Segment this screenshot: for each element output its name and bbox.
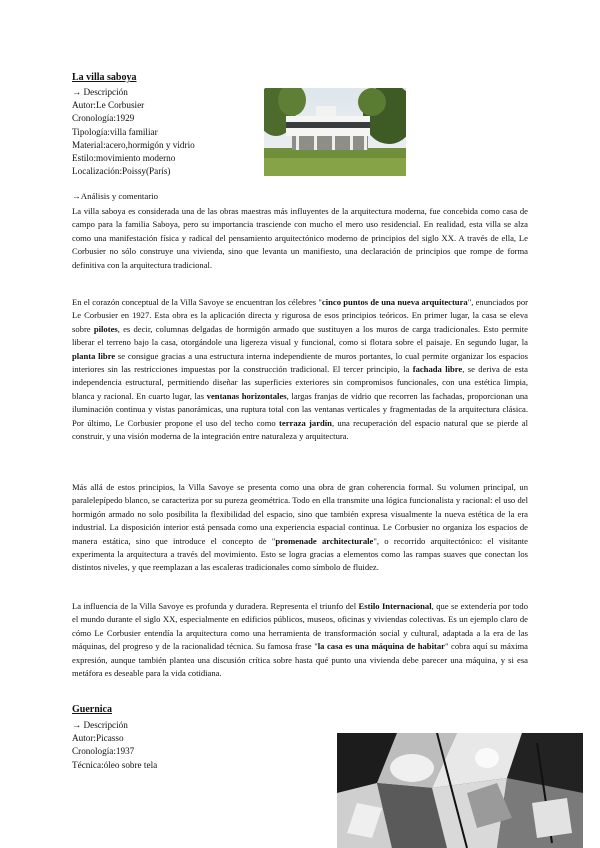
villa-savoye-photo <box>264 88 406 176</box>
guernica-meta-line: Cronología:1937 <box>72 746 135 757</box>
villa-title: La villa saboya <box>72 72 137 83</box>
text-run: ", o recorrido arquitectónico: el visitante experimenta la arquitectura a través del movimiento. Esto se logra gracias a elementos como las rampas suaves que conectan los distintos niveles, y que reemplazan a las escaleras tradicionales como símbolo de fluidez. <box>72 535 528 573</box>
villa-meta-line: Material:acero,hormigón y vidrio <box>72 139 195 150</box>
text-run: , es decir, columnas delgadas de hormigón armado que sustituyen a los muros de carga tradicionales. Esto permite liberar el terreno bajo la casa, otorgándole una ligereza visual y funcional, como si flotara sobre el paisaje. En segundo lugar, la <box>72 323 528 348</box>
villa-meta-line: Localización:Poissy(París) <box>72 166 171 177</box>
guernica-meta <box>72 719 157 772</box>
guernica-meta-line: Autor:Picasso <box>72 733 124 744</box>
bold-term: la casa es una máquina de habitar <box>317 641 445 652</box>
text-run: ", enunciados por Le Corbusier en 1927. Esta obra es la aplicación directa y rigurosa de esos principios teóricos. En primer lugar, la casa se eleva sobre <box>72 297 528 334</box>
villa-meta-line: → Descripción <box>72 87 128 97</box>
villa-meta-line: Estilo:movimiento moderno <box>72 153 176 164</box>
text-run: se consigue gracias a una estructura interna independiente de muros portantes, lo cual permite organizar los espacios interiores sin las restricciones impuestas por la construcción tradicional. El tercer principio, la <box>72 350 528 375</box>
bold-term: pilotes <box>93 323 118 334</box>
bold-term: fachada libre <box>412 364 463 375</box>
villa-analysis-heading: →Análisis y comentario <box>72 191 158 201</box>
text-run: , largas franjas de vidrio que recorren las fachadas, proporcionan una iluminación continua y vistas panorámicas, una ruptura total con las ventanas verticales y fragmentadas de la arquitectura clásica. Por último, Le Corbusier propone el uso del techo como <box>72 390 529 428</box>
bold-term: cinco puntos de una nueva arquitectura <box>321 297 468 307</box>
text-run: En el corazón conceptual de la Villa Savoye se encuentran los célebres " <box>72 297 322 307</box>
bold-term: Estilo Internacional <box>358 601 432 611</box>
villa-paragraph-4 <box>72 600 528 680</box>
villa-paragraph-3 <box>72 481 528 575</box>
text-run: , se deriva de esta independencia estructural, permitiendo diseñar las superficies exteriores sin compromisos funcionales, con una estética limpia, blanca y racional. En cuarto lugar, las <box>72 364 528 401</box>
villa-meta-line: Autor:Le Corbusier <box>72 100 145 111</box>
villa-meta-line: Tipología:villa familiar <box>72 126 158 137</box>
text-run: , que se extendería por todo el mundo durante el siglo XX, especialmente en edificios públicos, museos, oficinas y viviendas colectivas. Es un ejemplo claro de cómo Le Corbusier entendía la arquitectura como una herramienta de transformación social y cultural, adaptada a la era de las máquinas, del progreso y de la racionalidad técnica. Su famosa frase " <box>72 601 528 652</box>
guernica-meta-line: Técnica:óleo sobre tela <box>72 759 158 770</box>
villa-paragraph-2 <box>72 296 528 443</box>
text-run: La influencia de la Villa Savoye es profunda y duradera. Representa el triunfo del <box>72 601 359 611</box>
guernica-title: Guernica <box>72 704 112 715</box>
bold-term: promenade architecturale <box>275 535 374 546</box>
guernica-meta-line: → Descripción <box>72 720 128 730</box>
guernica-image <box>337 733 583 848</box>
text-run: Más allá de estos principios, la Villa Savoye se presenta como una obra de gran coherencia formal. Su volumen principal, un paralelepípedo blanco, se caracteriza por su pureza geométrica. Todo en ella transmite una lógica funcionalista y racional: el uso del hormigón armado no solo posibilita la flexibilidad del espacio, sino que también expresa visualmente la nueva estética de la era industrial. La disposición interior está pensada como una experiencia espacial continua. Le Corbusier no organiza los espacios de manera estática, sino que introduce el concepto de " <box>72 482 528 546</box>
text-run: , una recuperación del espacio natural que se pierde al construir, y una visión moderna de la integración entre naturaleza y arquitectura. <box>72 417 528 442</box>
bold-term: ventanas horizontales <box>206 390 287 401</box>
bold-term: terraza jardín <box>279 417 332 428</box>
bold-term: planta libre <box>72 350 116 361</box>
villa-meta-line: Cronología:1929 <box>72 113 135 124</box>
villa-paragraph-1: La villa saboya es considerada una de las obras maestras más influyentes de la arquitectura moderna, fue concebida como casa de campo para la familia Saboya, pero su importancia trasciende con mucho el mero uso residencial. En realidad, esta villa se alza como una manifestación física y radical del pensamiento arquitectónico moderno de principios del siglo XX. A través de ella, Le Corbusier no sólo construye una vivienda, sino que levanta un manifiesto, una declaración de principios que rompe de forma definitiva con la arquitectura tradicional. <box>72 206 528 270</box>
text-run: " cobra aquí su máxima expresión, aunque también plantea una discusión crítica sobre hasta qué punto una vivienda debe parecer una máquina, y si esa metáfora es deseable para la vida cotidiana. <box>72 641 528 679</box>
villa-meta <box>72 86 195 178</box>
